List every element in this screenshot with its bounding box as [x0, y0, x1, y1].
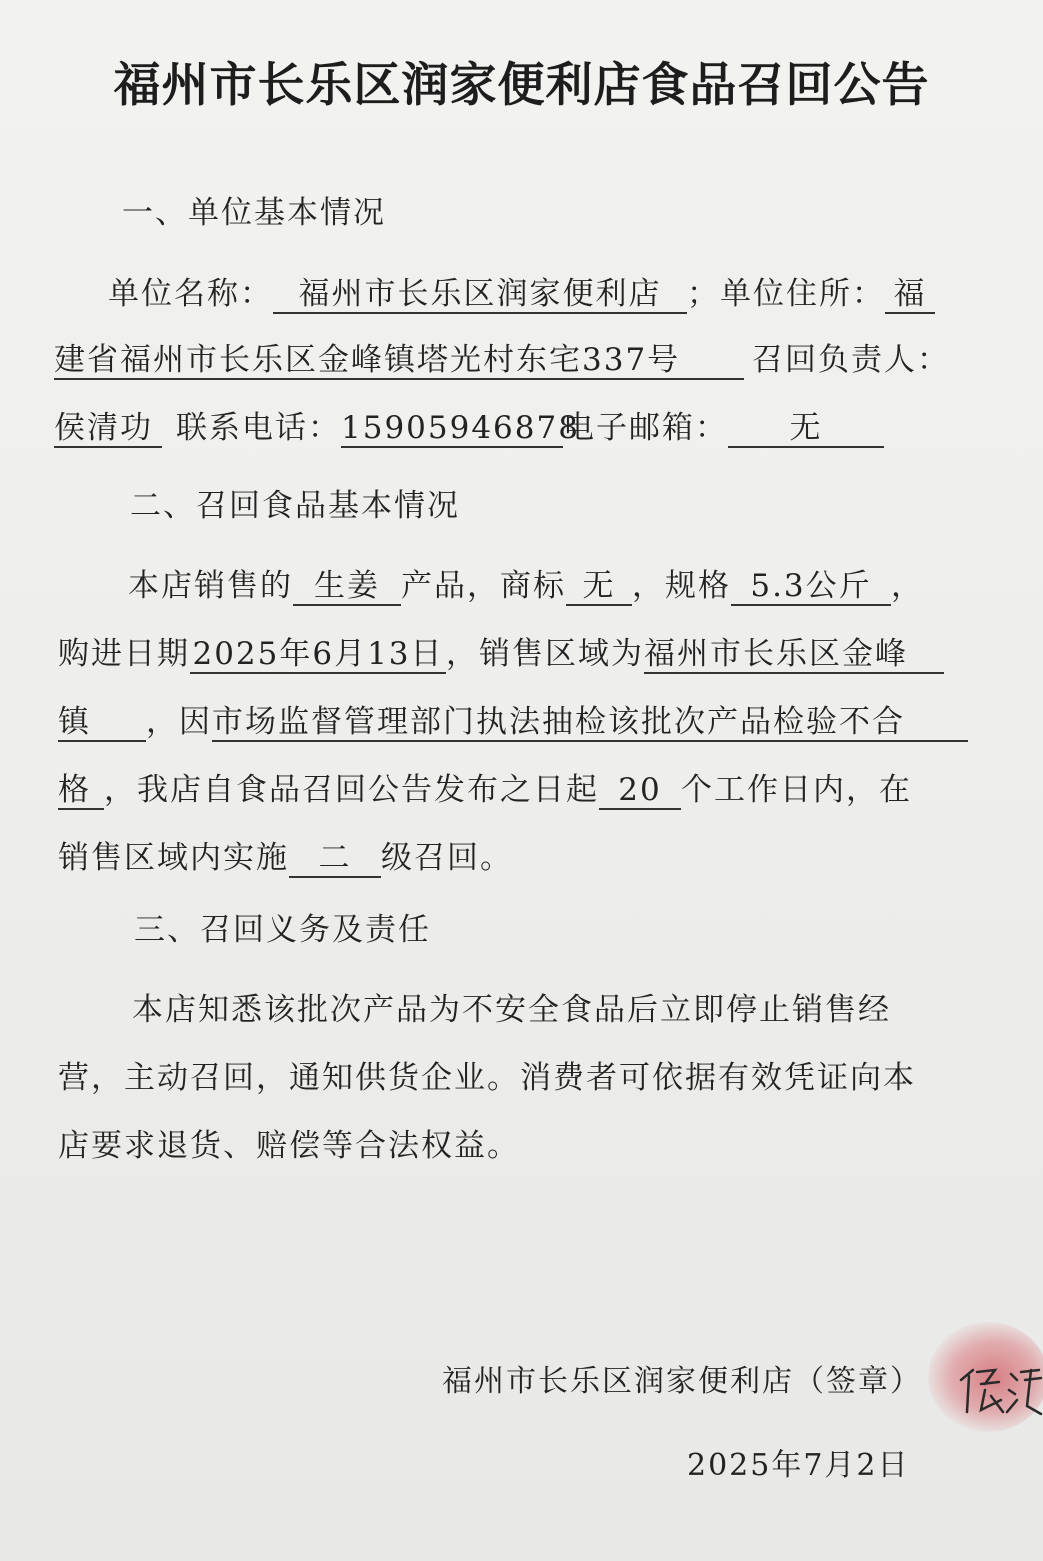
section1-heading: 一、单位基本情况: [122, 195, 386, 231]
notice-date: 2025年7月2日: [687, 1448, 910, 1483]
section3-line1: 本店知悉该批次产品为不安全食品后立即停止销售经: [132, 992, 891, 1028]
section2-line5: [58, 838, 513, 878]
recall-reason-value-part1: 市场监督管理部门执法抽检该批次产品检验不合: [212, 704, 968, 742]
recall-level-value: 二: [289, 840, 381, 878]
unit-address-value-part2: 建省福州市长乐区金峰镇塔光村东宅337号: [54, 342, 744, 380]
phone-label: 联系电话：: [176, 410, 341, 446]
section1-line2: [54, 340, 950, 380]
product-name-value: 生姜: [293, 568, 401, 606]
text-segment: 购进日期: [58, 636, 190, 672]
recall-reason-value-part2: 格: [58, 772, 104, 810]
unit-name-label: 单位名称：: [108, 276, 273, 312]
spec-value: 5.3公斤: [731, 568, 891, 606]
text-segment: ，: [891, 568, 924, 604]
section3-line2: 营，主动召回，通知供货企业。消费者可依据有效凭证向本: [58, 1060, 916, 1096]
text-segment: 销售区域内实施: [58, 840, 289, 876]
section3-line3: 店要求退货、赔偿等合法权益。: [58, 1128, 520, 1164]
section3-heading: 三、召回义务及责任: [134, 912, 431, 948]
brand-value: 无: [566, 568, 632, 606]
text-segment: ，规格: [632, 568, 731, 604]
email-label: 电子邮箱：: [563, 410, 728, 446]
section2-line2: [58, 634, 944, 674]
text-segment: 个工作日内，在: [681, 772, 912, 808]
text-segment: ，我店自食品召回公告发布之日起: [104, 772, 599, 808]
text-segment: 产品，商标: [401, 568, 566, 604]
phone-value: 15905946878: [341, 410, 580, 446]
email-value: 无: [728, 410, 884, 448]
handwritten-signature: [955, 1350, 1043, 1430]
unit-address-value-part1: 福: [885, 276, 935, 314]
sales-region-value-part1: 福州市长乐区金峰: [644, 636, 944, 674]
section2-line4: [58, 770, 912, 810]
section1-line3: [54, 408, 884, 448]
recall-days-value: 20: [599, 772, 681, 810]
sales-region-value-part2: 镇: [58, 704, 146, 742]
text-segment: ，因: [146, 704, 212, 740]
unit-address-label: ；单位住所：: [687, 276, 885, 312]
text-segment: ，销售区域为: [446, 636, 644, 672]
recall-person-value: 侯清功: [54, 410, 162, 448]
signer-name: 福州市长乐区润家便利店（签章）: [442, 1364, 922, 1399]
recall-person-label: 召回负责人：: [752, 342, 950, 378]
section1-line1: [108, 274, 935, 314]
document-title: 福州市长乐区润家便利店食品召回公告: [113, 58, 930, 113]
section2-line3: [58, 702, 968, 742]
section2-heading: 二、召回食品基本情况: [130, 488, 460, 524]
purchase-date-value: 2025年6月13日: [190, 636, 446, 674]
section2-line1: [128, 566, 924, 606]
text-segment: 本店销售的: [128, 568, 293, 604]
unit-name-value: 福州市长乐区润家便利店: [273, 276, 687, 314]
text-segment: 级召回。: [381, 840, 513, 876]
